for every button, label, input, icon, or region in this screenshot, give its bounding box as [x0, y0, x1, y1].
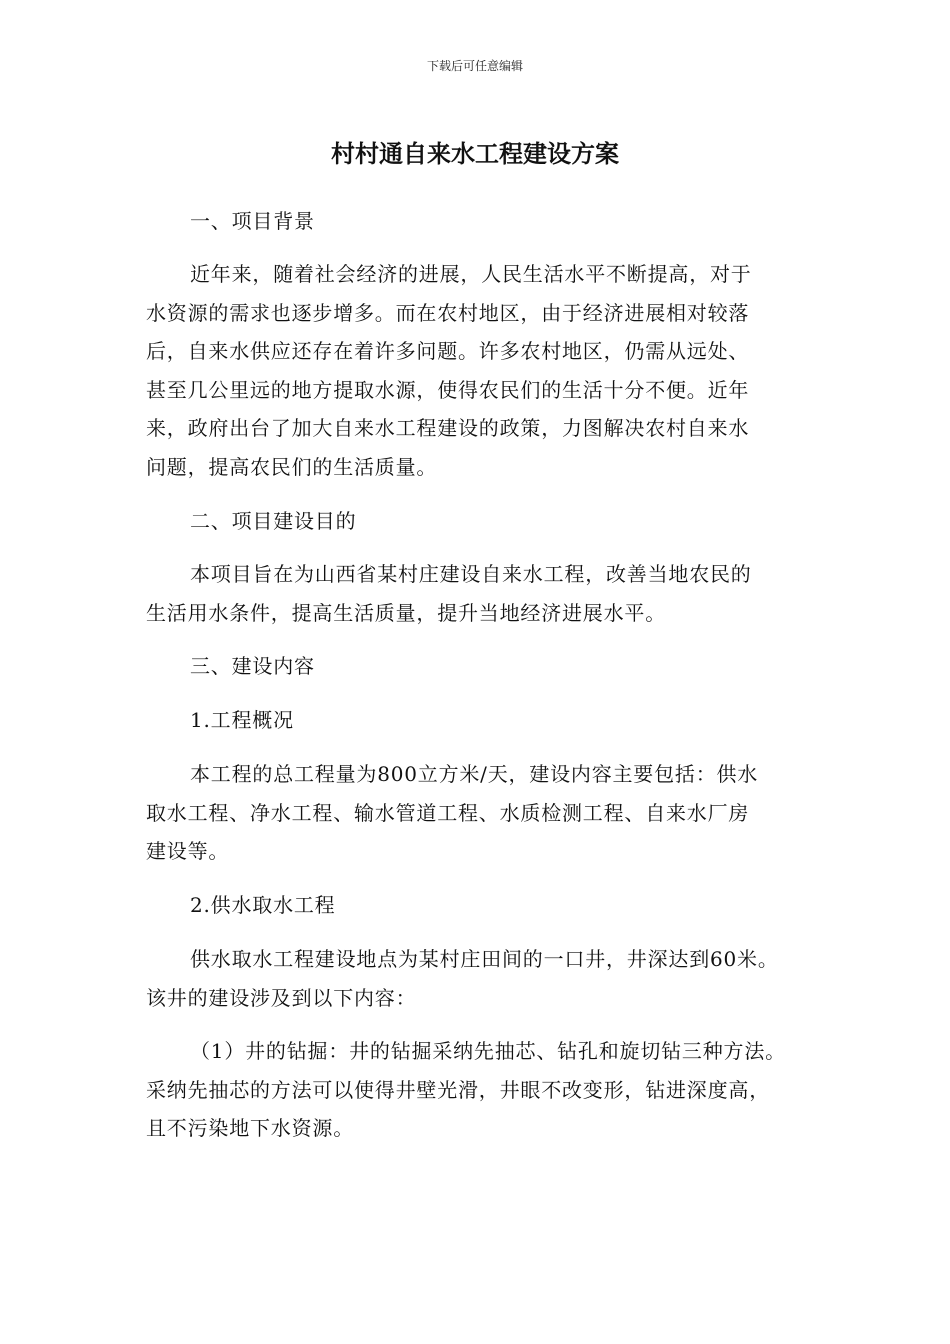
- text-line: 且不污染地下水资源。: [146, 1116, 354, 1140]
- text-line: 近年来，随着社会经济的进展，人民生活水平不断提高，对于: [190, 262, 752, 286]
- text-line: 后，自来水供应还存在着许多问题。许多农村地区，仍需从远处、: [146, 339, 750, 363]
- header-note: 下载后可任意编辑: [426, 59, 523, 73]
- text-line: 生活用水条件，提高生活质量，提升当地经济进展水平。: [146, 600, 666, 625]
- paragraph: [146, 940, 816, 1017]
- text-line: 甚至几公里远的地方提取水源，使得农民们的生活十分不便。近年: [146, 377, 750, 402]
- text-line: 2.供水取水工程: [190, 893, 336, 917]
- text-line: 1.工程概况: [190, 708, 294, 732]
- text-line: 三、建设内容: [190, 654, 315, 678]
- text-line: 采纳先抽芯的方法可以使得井壁光滑，井眼不改变形，钻进深度高，: [146, 1077, 770, 1102]
- section-heading: [146, 202, 816, 241]
- text-line: 建设等。: [146, 839, 230, 863]
- paragraph: [146, 555, 816, 632]
- text-line: 本工程的总工程量为800立方米/天，建设内容主要包括：供水: [190, 762, 759, 786]
- text-line: 来，政府出台了加大自来水工程建设的政策，力图解决农村自来水: [146, 416, 750, 440]
- text-line: 取水工程、净水工程、输水管道工程、水质检测工程、自来水厂房: [146, 800, 750, 825]
- text-line: 一、项目背景: [190, 209, 315, 233]
- text-line: 二、项目建设目的: [190, 509, 357, 533]
- paragraph: [146, 255, 816, 486]
- section-heading: [146, 647, 816, 686]
- paragraph: [146, 1032, 816, 1148]
- text-line: 水资源的需求也逐步增多。而在农村地区，由于经济进展相对较落: [146, 300, 750, 325]
- text-line: 该井的建设涉及到以下内容：: [146, 985, 417, 1010]
- section-heading: [146, 502, 816, 541]
- document-title: 村村通自来水工程建设方案: [331, 140, 619, 168]
- text-line: （1）井的钻掘：井的钻掘采纳先抽芯、钻孔和旋切钻三种方法。: [190, 1039, 786, 1063]
- section-heading: [146, 701, 816, 740]
- text-line: 本项目旨在为山西省某村庄建设自来水工程，改善当地农民的: [190, 562, 752, 586]
- text-line: 供水取水工程建设地点为某村庄田间的一口井，井深达到60米。: [190, 947, 779, 971]
- paragraph: [146, 755, 816, 871]
- section-heading: [146, 886, 816, 925]
- text-line: 问题，提高农民们的生活质量。: [146, 454, 438, 479]
